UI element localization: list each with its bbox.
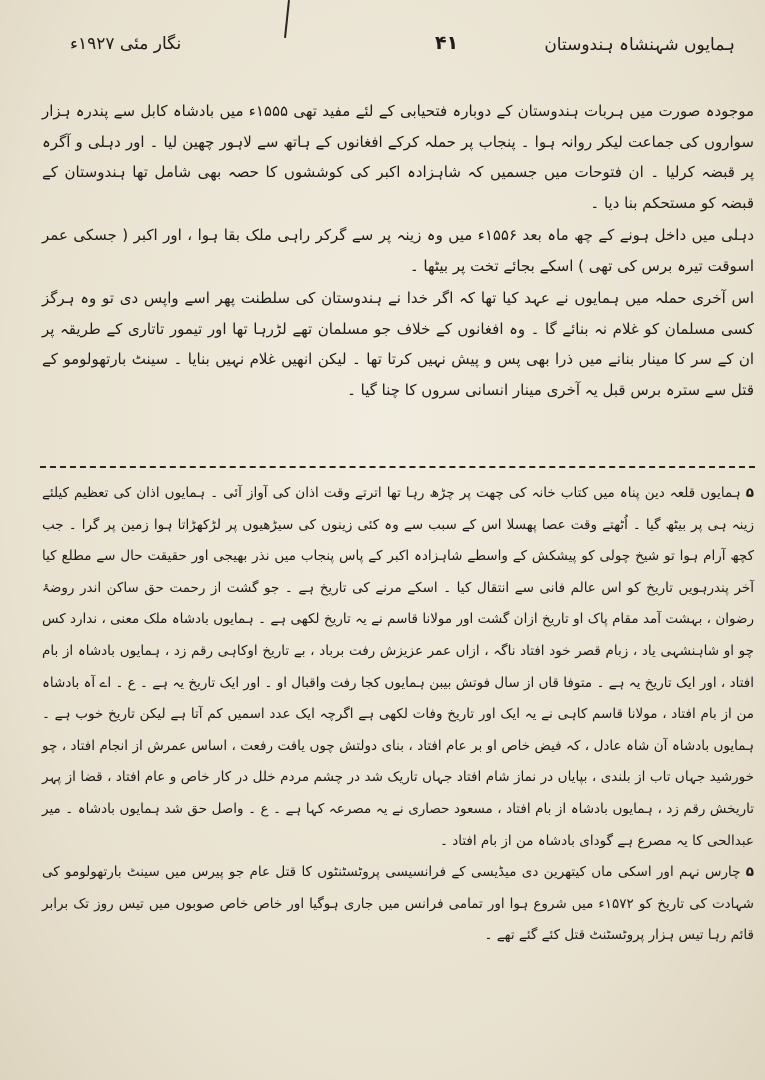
- paragraph: موجودہ صورت میں ہربات ہندوستان کے دوبارہ فتحیابی کے لئے مفید تھی ۱۵۵۵ء میں بادشاہ کابل سے پندرہ ہزار سواروں کی جماعت لیکر روانہ ہوا ۔ پنجاب پر حملہ کرکے افغانوں کے ہاتھ سے لاہور چھین لیا ۔ اور دہلی و آگرہ پر قبضہ کرلیا ۔ ان فتوحات میں جسمیں کہ شاہزادہ اکبر کی کوششوں کا حصہ بھی شامل تھا ہندوستان کے قبضہ کو مستحکم بنا دیا ۔: [42, 102, 754, 212]
- paragraph: دہلی میں داخل ہونے کے چھ ماہ بعد ۱۵۵۶ء میں وہ زینہ پر سے گرکر راہی ملک بقا ہوا ، اور اکبر ( جسکی عمر اسوقت تیرہ برس کی تھی ) اسکے بجائے تخت پر بیٹھا ۔: [42, 226, 755, 275]
- footnote-text: چارس نہم اور اسکی ماں کیتھرین دی میڈیسی کے فرانسیسی پروٹسٹنٹوں کا قتل عام جو پیرس میں سینٹ بارتھولومو کی شہادت کی تاریخ کو ۱۵۷۲ء میں شروع ہوا اور تمامی فرانس میں جاری ہوگیا اور خاص خاص صوبوں میں تیس روز تک برابر قائم رہا تیس ہزار پروٹسٹنٹ قتل کئے گئے تھے ۔: [42, 864, 754, 944]
- page-number: ۴۱: [435, 32, 459, 54]
- footnote-divider: [40, 466, 755, 468]
- footnote-number: ۵: [745, 864, 754, 881]
- journal-issue: نگار مئی ۱۹۲۷ء: [70, 34, 182, 54]
- footnote-text: ہمایوں قلعہ دین پناہ میں کتاب خانہ کی چھت پر چڑھ رہا تھا اترتے وقت اذان کی آواز آئی ۔ ہمایوں اذان کی تعظیم کیلئے زینہ ہی پر بیٹھ گیا ۔ اُٹھتے وقت عصا پھسلا اس کے سبب سے وہ کئی زینوں کی سیڑھیوں پر لڑکھڑاتا ہوا زمین پر گرا ۔ جب کچھ آرام ہوا تو شیخ چولی کو پیشکش کے واسطے شاہزادہ اکبر کے پاس پنجاب میں نذر بھیجی اور حقیقت حال سے مطلع کیا آخر پندرہویں تاریخ کو اس عالم فانی سے انتقال کیا ۔ اسکے مرنے کی تاریخ ہے ۔ جو گشت از رحمت حق ساکن اندر روضۂ رضوان ، بہشت آمد مقام پاک او تاریخ ازان گشت اور مولانا قاسم نے یہ تاریخ لکھی ہے ۔ ہمایوں بادشاہ ملک معنی ، ندارد کس چو او شاہنشہی یاد ، زبام قصر خود افتاد ناگہ ، ازاں عمر عزیزش رفت برباد ، بے تاریخ اوکاہی رقم زد ، ہمایوں بادشاہ از بام افتاد ، اور ایک تاریخ یہ ہے ۔ متوفا قاں از سال فوتش بیبن ہمایوں کجا رفت واقبال او ۔ اور ایک تاریخ یہ ہے ۔ ع ۔ اے آہ بادشاہ من از بام افتاد ، مولانا قاسم کاہی نے یہ ایک اور تاریخ وفات لکھی ہے اگرچہ ایک عدد اسمیں کم آتا ہے لیکن تاریخ خوب ہے ۔ ہمایوں بادشاہ آن شاہ عادل ، کہ فیض خاص او بر عام افتاد ، بنای دولتش چوں یافت رفعت ، اساس عمرش از انجام افتاد ، چو خورشید جہاں تاب از بلندی ، بپایاں در نماز شام افتاد جہاں تاریک شد در چشم مردم خلل در کار خاص و عام افتاد ، قضا از پہر تاریخش رقم زد ، ہمایوں بادشاہ از بام افتاد ، مسعود حصاری نے یہ مصرعہ کہا ہے ۔ ع ۔ واصل حق شد ہمایوں بادشاہ ۔ میر عبدالحی کا یہ مصرع ہے گودای بادشاہ من از بام افتاد ۔: [42, 485, 754, 849]
- footnotes: [42, 478, 754, 952]
- footnote: [42, 478, 754, 857]
- running-header: [40, 28, 735, 68]
- footnote-number: ۵: [745, 485, 754, 501]
- paragraph: اس آخری حملہ میں ہمایوں نے عہد کیا تھا کہ اگر خدا نے ہندوستان کی سلطنت پھر اسے واپس دی تو وہ ہرگز کسی مسلمان کو غلام نہ بنائے گا ۔ وہ افغانوں کے خلاف جو مسلمان تھے لڑرہا تھا اور تیمور تاتاری کے طریقہ پر ان کے سر کا مینار بنانے میں ذرا بھی پس و پیش نہیں کرتا تھا ۔ لیکن انھیں غلام نہیں بنایا ۔ سینٹ بارتھولومو کے قتل سے سترہ برس قبل یہ آخری مینار انسانی سروں کا چنا گیا ۔: [42, 289, 754, 399]
- footnote: [42, 857, 754, 952]
- main-text: [42, 96, 754, 407]
- running-title: ہمایوں شہنشاہ ہندوستان: [544, 35, 735, 55]
